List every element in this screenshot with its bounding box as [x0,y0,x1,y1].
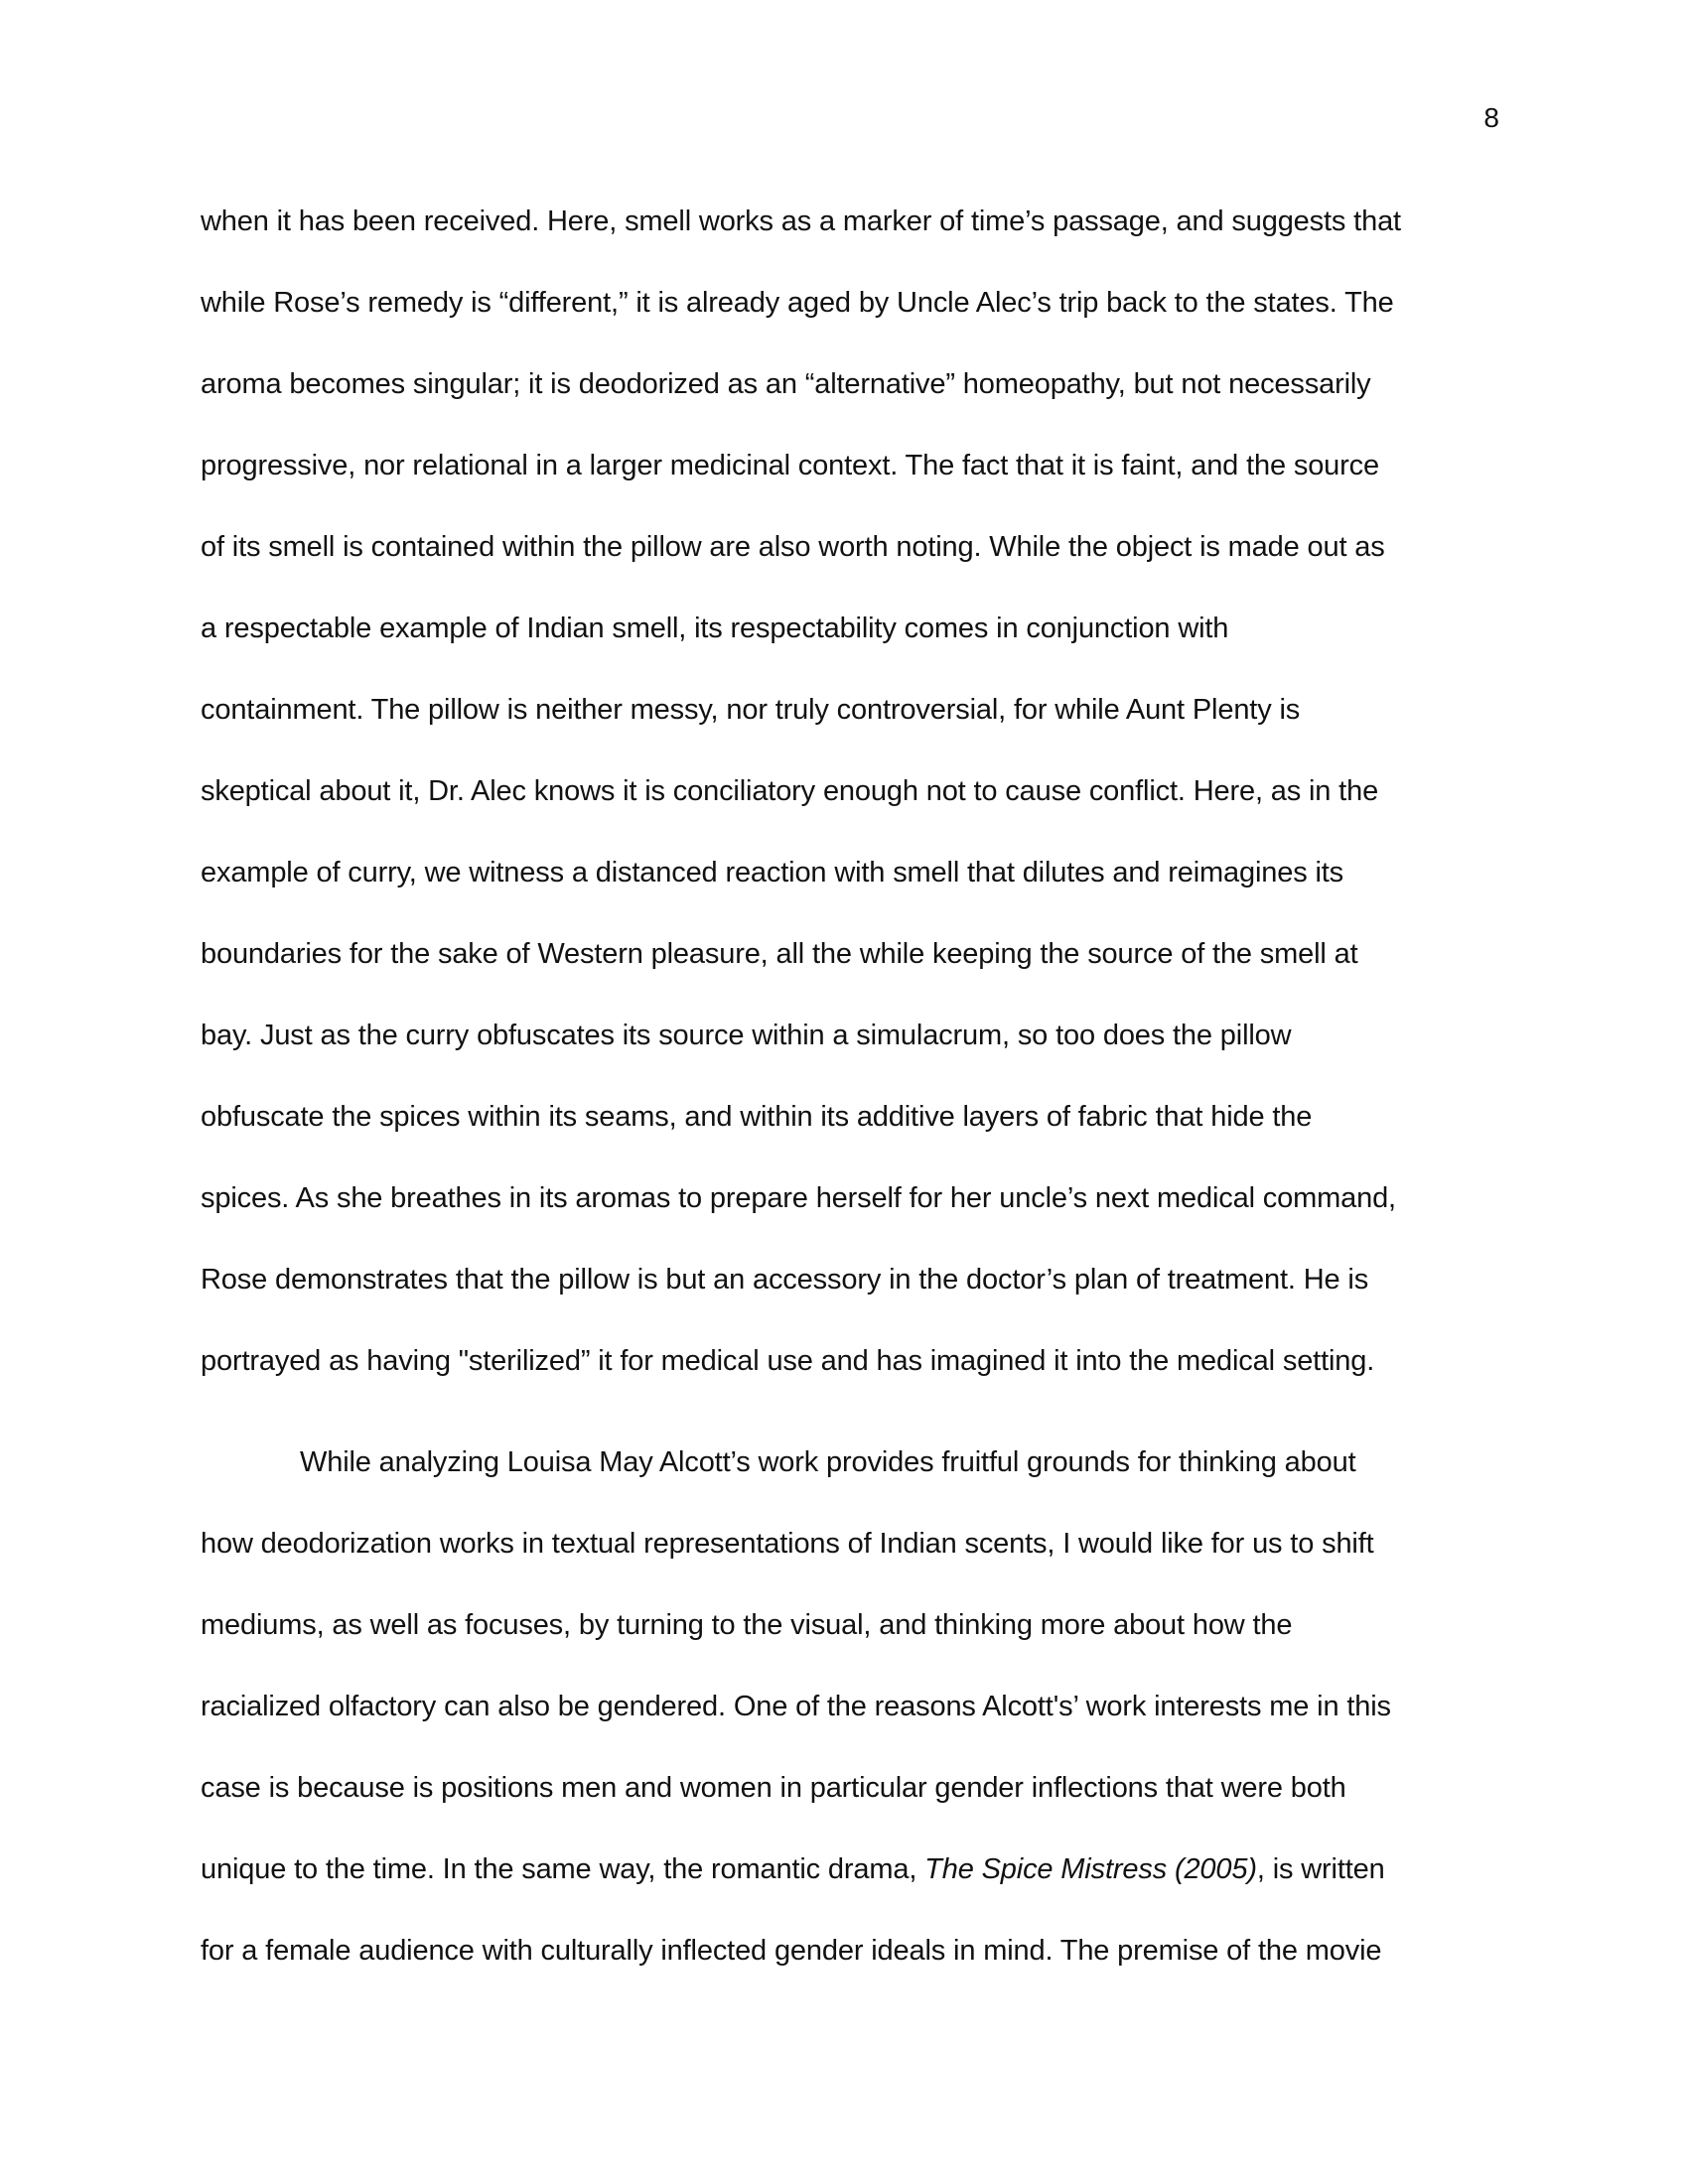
line-text-before-title: unique to the time. In the same way, the romantic drama, [201,1853,925,1885]
paragraph-line: aroma becomes singular; it is deodorized as an “alternative” homeopathy, but not necessarily [201,368,1371,400]
paragraph-line: for a female audience with culturally inflected gender ideals in mind. The premise of the movie [201,1935,1382,1967]
film-title: The Spice Mistress (2005) [924,1853,1257,1885]
paragraph-line: Rose demonstrates that the pillow is but an accessory in the doctor’s plan of treatment. He is [201,1264,1369,1296]
paragraph-line: mediums, as well as focuses, by turning to the visual, and thinking more about how the [201,1609,1293,1641]
page-number: 8 [1483,102,1499,133]
paragraph-line: progressive, nor relational in a larger medicinal context. The fact that it is faint, and the source [201,450,1379,481]
paragraph-line: of its smell is contained within the pillow are also worth noting. While the object is made out as [201,531,1385,563]
line-text-after-title: , is written [1256,1853,1385,1885]
paragraph-line: while Rose’s remedy is “different,” it is already aged by Uncle Alec’s trip back to the states. The [201,287,1394,319]
paragraph-line: spices. As she breathes in its aromas to prepare herself for her uncle’s next medical command, [201,1182,1396,1214]
paragraph-line: a respectable example of Indian smell, its respectability comes in conjunction with [201,613,1229,644]
paragraph-line: skeptical about it, Dr. Alec knows it is conciliatory enough not to cause conflict. Here, as in the [201,775,1379,807]
paragraph-line: While analyzing Louisa May Alcott’s work provides fruitful grounds for thinking about [300,1446,1356,1478]
paragraph-line: case is because is positions men and women in particular gender inflections that were both [201,1772,1346,1804]
paragraph-line: boundaries for the sake of Western pleasure, all the while keeping the source of the smell at [201,938,1358,970]
paragraph-line: example of curry, we witness a distanced reaction with smell that dilutes and reimagines its [201,857,1344,888]
paragraph-line: bay. Just as the curry obfuscates its source within a simulacrum, so too does the pillow [201,1020,1292,1051]
paragraph-line-with-title [201,1829,1511,1910]
paragraph-line: obfuscate the spices within its seams, and within its additive layers of fabric that hide the [201,1101,1313,1133]
paragraph-line: containment. The pillow is neither messy, nor truly controversial, for while Aunt Plenty is [201,694,1301,726]
paragraph-line: when it has been received. Here, smell works as a marker of time’s passage, and suggests that [201,205,1401,237]
paragraph-line: portrayed as having "sterilized” it for medical use and has imagined it into the medical setting. [201,1345,1375,1377]
paragraph-line: racialized olfactory can also be gendered. One of the reasons Alcott's’ work interests me in this [201,1691,1391,1722]
paragraph-1 [201,181,1511,1402]
paragraph-2 [201,1422,1511,1991]
paragraph-line: how deodorization works in textual representations of Indian scents, I would like for us to shift [201,1528,1374,1560]
